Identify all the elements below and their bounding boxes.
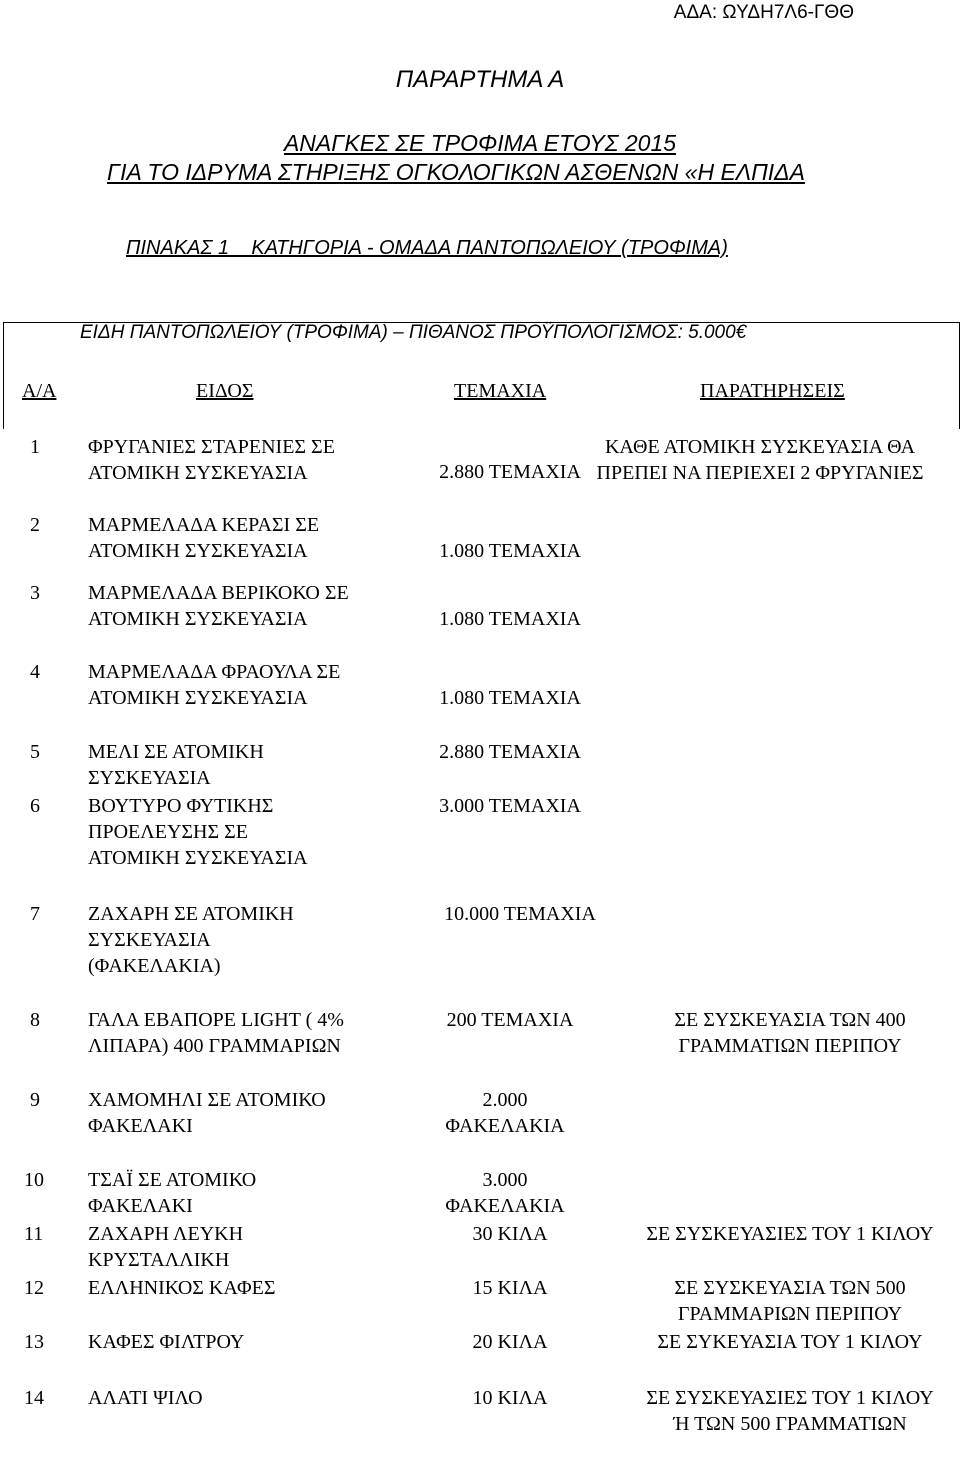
row-1-item: ΦΡΥΓΑΝΙΕΣ ΣΤΑΡΕΝΙΕΣ ΣΕ ΑΤΟΜΙΚΗ ΣΥΣΚΕΥΑΣΙΑ xyxy=(88,436,335,484)
document-title-line1: ΑΝΑΓΚΕΣ ΣΕ ΤΡΟΦΙΜΑ ΕΤΟΥΣ 2015 xyxy=(283,130,677,156)
ada-code: ΑΔΑ: ΩΥΔΗ7Λ6-ΓΘΘ xyxy=(673,2,854,23)
row-13-qty: 20 ΚΙΛΑ xyxy=(472,1331,548,1353)
header-item: ΕΙΔΟΣ xyxy=(196,380,254,402)
row-14-qty: 10 ΚΙΛΑ xyxy=(472,1387,548,1409)
row-11-no: 11 xyxy=(24,1223,44,1245)
budget-line: ΕΙΔΗ ΠΑΝΤΟΠΩΛΕΙΟΥ (ΤΡΟΦΙΜΑ) – ΠΙΘΑΝΟΣ ΠΡΟΫΠΟΛΟΓΙΣΜΟΣ: 5.000€ xyxy=(80,322,747,343)
row-7-no: 7 xyxy=(30,903,40,925)
row-14-no: 14 xyxy=(24,1387,44,1409)
table-title: ΠΙΝΑΚΑΣ 1 ΚΑΤΗΓΟΡΙΑ - ΟΜΑΔΑ ΠΑΝΤΟΠΩΛΕΙΟΥ (ΤΡΟΦΙΜΑ) xyxy=(126,237,728,259)
row-8-remarks: ΣΕ ΣΥΣΚΕΥΑΣΙΑ ΤΩΝ 400 ΓΡΑΜΜΑΤΙΩΝ ΠΕΡΙΠΟΥ xyxy=(674,1009,906,1057)
row-14-remarks: ΣΕ ΣΥΣΚΕΥΑΣΙΕΣ ΤΟΥ 1 ΚΙΛΟΥ Ή ΤΩΝ 500 ΓΡΑΜΜΑΤΙΩΝ xyxy=(646,1387,934,1435)
row-6-item: ΒΟΥΤΥΡΟ ΦΥΤΙΚΗΣ ΠΡΟΕΛΕΥΣΗΣ ΣΕ ΑΤΟΜΙΚΗ ΣΥΣΚΕΥΑΣΙΑ xyxy=(88,795,308,869)
row-2-item: ΜΑΡΜΕΛΑΔΑ ΚΕΡΑΣΙ ΣΕ ΑΤΟΜΙΚΗ ΣΥΣΚΕΥΑΣΙΑ xyxy=(88,514,320,562)
row-8-item: ΓΑΛΑ ΕΒΑΠΟΡΕ LIGHT ( 4% ΛΙΠΑΡΑ) 400 ΓΡΑΜΜΑΡΙΩΝ xyxy=(88,1009,344,1057)
header-remarks: ΠΑΡΑΤΗΡΗΣΕΙΣ xyxy=(700,380,845,402)
row-11-qty: 30 ΚΙΛΑ xyxy=(472,1223,548,1245)
row-3-no: 3 xyxy=(30,582,40,604)
row-13-no: 13 xyxy=(24,1331,44,1353)
row-7-item: ΖΑΧΑΡΗ ΣΕ ΑΤΟΜΙΚΗ ΣΥΣΚΕΥΑΣΙΑ (ΦΑΚΕΛΑΚΙΑ) xyxy=(88,903,294,977)
annex-title: ΠΑΡΑΡΤΗΜΑ Α xyxy=(395,66,565,93)
row-1-qty: 2.880 ΤΕΜΑΧΙΑ xyxy=(439,461,581,483)
row-4-qty: 1.080 ΤΕΜΑΧΙΑ xyxy=(439,687,581,709)
row-2-qty: 1.080 ΤΕΜΑΧΙΑ xyxy=(439,540,581,562)
row-4-no: 4 xyxy=(30,661,40,683)
row-1-remarks: ΚΑΘΕ ΑΤΟΜΙΚΗ ΣΥΣΚΕΥΑΣΙΑ ΘΑ ΠΡΕΠΕΙ ΝΑ ΠΕΡΙΕΧΕΙ 2 ΦΡΥΓΑΝΙΕΣ xyxy=(596,436,924,484)
row-12-qty: 15 ΚΙΛΑ xyxy=(472,1277,548,1299)
document-title-line2: ΓΙΑ ΤΟ ΙΔΡΥΜΑ ΣΤΗΡΙΞΗΣ ΟΓΚΟΛΟΓΙΚΩΝ ΑΣΘΕΝΩΝ «Η ΕΛΠΙΔΑ xyxy=(107,159,805,185)
row-14-item: ΑΛΑΤΙ ΨΙΛΟ xyxy=(88,1387,203,1409)
row-3-item: ΜΑΡΜΕΛΑΔΑ ΒΕΡΙΚΟΚΟ ΣΕ ΑΤΟΜΙΚΗ ΣΥΣΚΕΥΑΣΙΑ xyxy=(88,582,349,630)
row-13-item: ΚΑΦΕΣ ΦΙΛΤΡΟΥ xyxy=(88,1331,245,1353)
row-11-remarks: ΣΕ ΣΥΣΚΕΥΑΣΙΕΣ ΤΟΥ 1 ΚΙΛΟΥ xyxy=(646,1223,934,1245)
row-6-qty: 3.000 ΤΕΜΑΧΙΑ xyxy=(439,795,581,817)
row-8-qty: 200 ΤΕΜΑΧΙΑ xyxy=(446,1009,574,1031)
row-2-no: 2 xyxy=(30,514,40,536)
header-qty: ΤΕΜΑΧΙΑ xyxy=(454,380,547,402)
row-9-qty: 2.000 ΦΑΚΕΛΑΚΙΑ xyxy=(445,1089,565,1137)
row-12-remarks: ΣΕ ΣΥΣΚΕΥΑΣΙΑ ΤΩΝ 500 ΓΡΑΜΜΑΡΙΩΝ ΠΕΡΙΠΟΥ xyxy=(674,1277,906,1325)
row-5-no: 5 xyxy=(30,741,40,763)
row-5-item: ΜΕΛΙ ΣΕ ΑΤΟΜΙΚΗ ΣΥΣΚΕΥΑΣΙΑ xyxy=(88,741,264,789)
row-1-no: 1 xyxy=(30,436,40,458)
row-6-no: 6 xyxy=(30,795,40,817)
row-4-item: ΜΑΡΜΕΛΑΔΑ ΦΡΑΟΥΛΑ ΣΕ ΑΤΟΜΙΚΗ ΣΥΣΚΕΥΑΣΙΑ xyxy=(88,661,341,709)
row-10-qty: 3.000 ΦΑΚΕΛΑΚΙΑ xyxy=(445,1169,565,1217)
row-7-qty: 10.000 ΤΕΜΑΧΙΑ xyxy=(444,903,596,925)
row-3-qty: 1.080 ΤΕΜΑΧΙΑ xyxy=(439,608,581,630)
row-9-no: 9 xyxy=(30,1089,40,1111)
row-11-item: ΖΑΧΑΡΗ ΛΕΥΚΗ ΚΡΥΣΤΑΛΛΙΚΗ xyxy=(88,1223,244,1271)
row-12-no: 12 xyxy=(24,1277,44,1299)
row-10-no: 10 xyxy=(24,1169,44,1191)
header-no: Α/Α xyxy=(22,380,57,402)
row-13-remarks: ΣΕ ΣΥΚΕΥΑΣΙΑ ΤΟΥ 1 ΚΙΛΟΥ xyxy=(657,1331,923,1353)
row-8-no: 8 xyxy=(30,1009,40,1031)
row-5-qty: 2.880 ΤΕΜΑΧΙΑ xyxy=(439,741,581,763)
row-12-item: ΕΛΛΗΝΙΚΟΣ ΚΑΦΕΣ xyxy=(88,1277,276,1299)
row-10-item: ΤΣΑΪ ΣΕ ΑΤΟΜΙΚΟ ΦΑΚΕΛΑΚΙ xyxy=(88,1169,257,1217)
row-9-item: ΧΑΜΟΜΗΛΙ ΣΕ ΑΤΟΜΙΚΟ ΦΑΚΕΛΑΚΙ xyxy=(88,1089,326,1137)
